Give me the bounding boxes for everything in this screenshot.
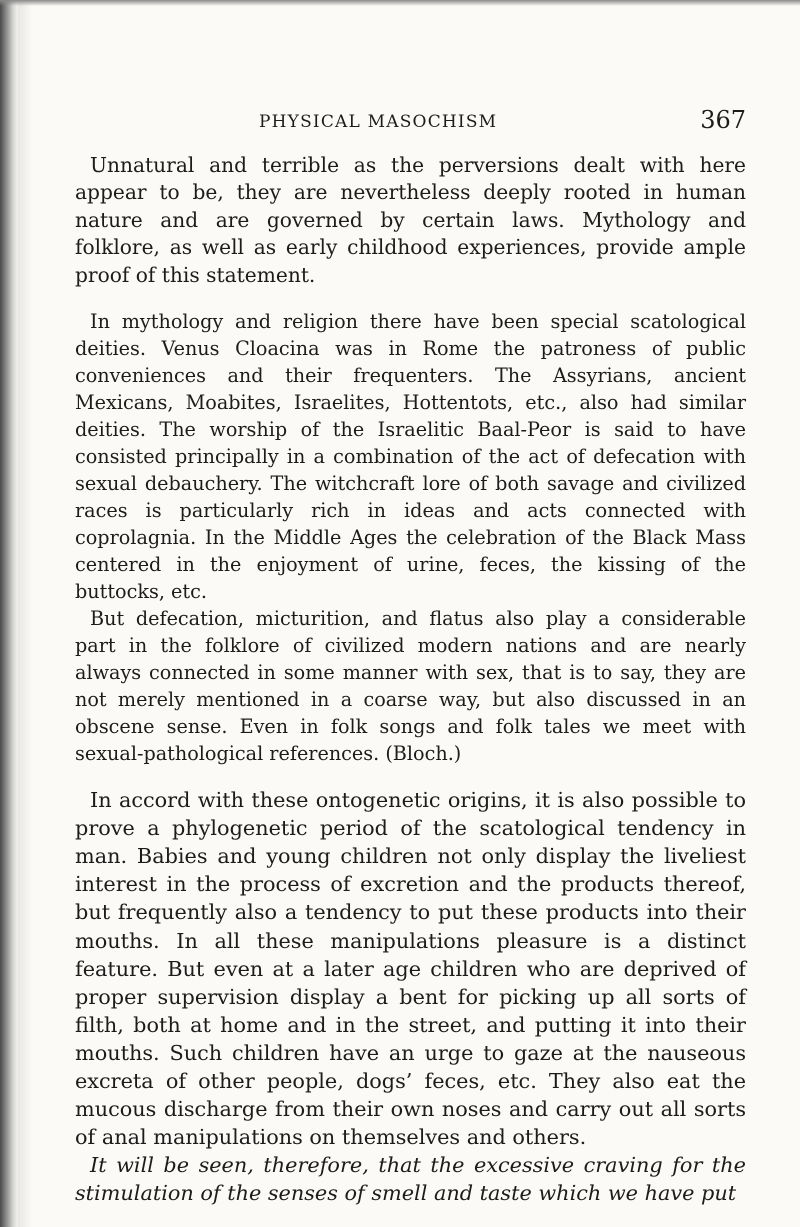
running-head xyxy=(75,108,746,152)
running-title: PHYSICAL MASOCHISM xyxy=(259,112,498,132)
page-number: 367 xyxy=(700,106,746,134)
paragraph-1: Unnatural and terrible as the perversions dealt with here appear to be, they are nevertheless deeply rooted in human nature and are governed by certain laws. Mythology and folklore, as well as early childhood experiences, provide ample proof of this statement. xyxy=(75,153,746,287)
paragraph-3: But defecation, micturition, and flatus also play a considerable part in the folklore of civilized modern nations and are nearly always connected in some manner with sex, that is to say, they are not merely mentioned in a coarse way, but also discussed in an obscene sense. Even in folk songs and folk tales we meet with sexual-pathological references. (Bloch.) xyxy=(75,607,746,766)
book-binding-edge xyxy=(0,0,18,1227)
gutter-shadow xyxy=(18,0,32,1227)
paragraph-2: In mythology and religion there have been special scatological deities. Venus Cloacina was in Rome the patroness of public conveniences and their frequenters. The Assyrians, ancient Mexicans, Moabites, Israelites, Hottentots, etc., also had similar deities. The worship of the Israelitic Baal-Peor is said to have consisted principally in a combination of the act of defecation with sexual debauchery. The witchcraft lore of both savage and civilized races is particularly rich in ideas and acts connected with coprolagnia. In the Middle Ages the celebration of the Black Mass centered in the enjoyment of urine, feces, the kissing of the buttocks, etc. xyxy=(75,310,746,604)
paragraph-5-italic: It will be seen, therefore, that the excessive craving for the stimulation of the senses of smell and taste which we have put xyxy=(75,1153,746,1206)
paragraph-4: In accord with these ontogenetic origins, it is also possible to prove a phylogenetic period of the scatological tendency in man. Babies and young children not only display the liveliest interest in the process of excretion and the products thereof, but frequently also a tendency to put these products into their mouths. In all these manipulations pleasure is a distinct feature. But even at a later age children who are deprived of proper supervision display a bent for picking up all sorts of filth, both at home and in the street, and putting it into their mouths. Such children have an urge to gaze at the nauseous excreta of other people, dogs’ feces, etc. They also eat the mucous discharge from their own noses and carry out all sorts of anal manipulations on themselves and others. xyxy=(75,788,746,1150)
book-page xyxy=(75,108,746,1207)
page-top-edge xyxy=(0,0,800,6)
